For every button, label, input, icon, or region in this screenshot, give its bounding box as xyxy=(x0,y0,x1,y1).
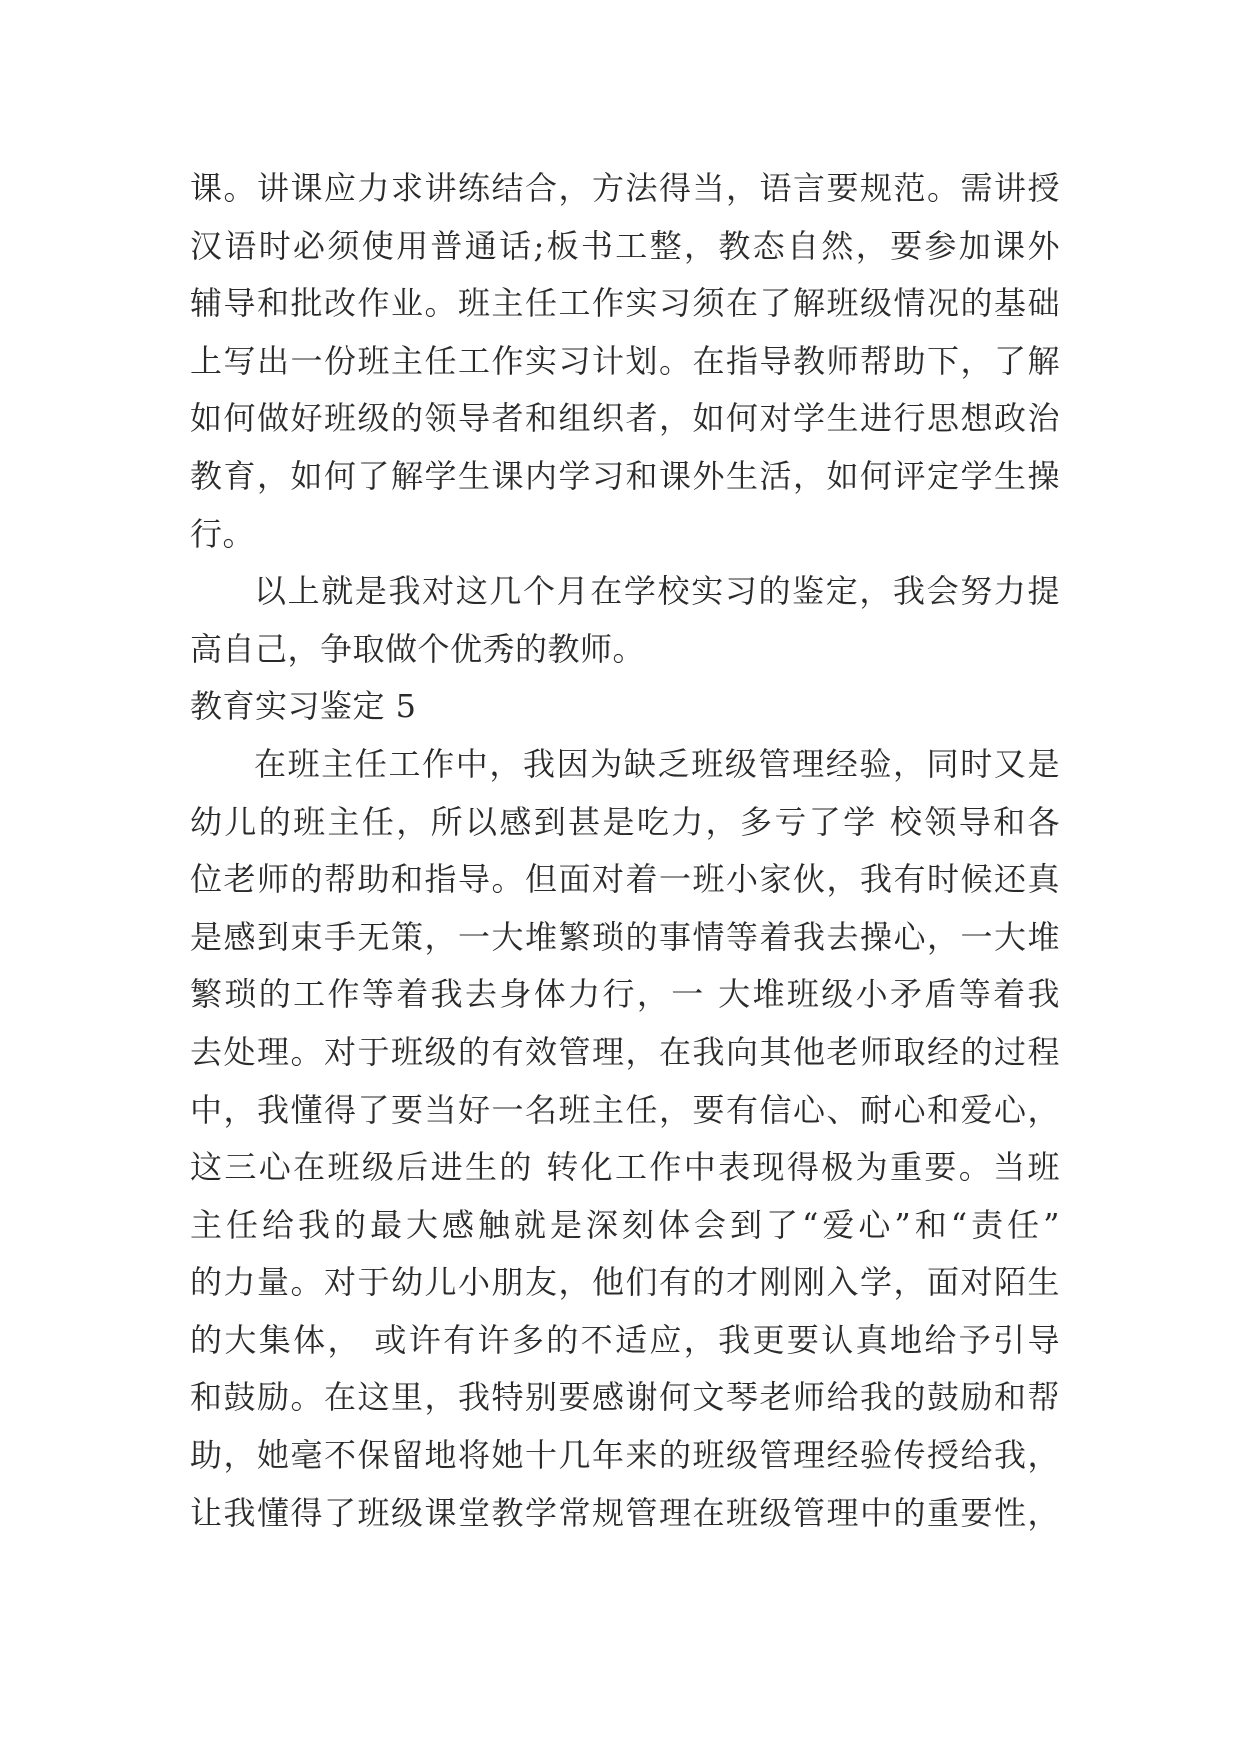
text-line: 行。 xyxy=(190,514,256,553)
text-line: 助，她毫不保留地将她十几年来的班级管理经验传授给我， xyxy=(190,1436,1060,1475)
text-line: 是感到束手无策，一大堆繁琐的事情等着我去操心，一大堆 xyxy=(190,917,1060,956)
document-body xyxy=(190,160,1060,1542)
text-line: 汉语时必须使用普通话;板书工整，教态自然，要参加课外 xyxy=(190,226,1060,265)
text-line: 的大集体， 或许有许多的不适应，我更要认真地给予引导 xyxy=(190,1320,1060,1359)
text-line: 和鼓励。在这里，我特别要感谢何文琴老师给我的鼓励和帮 xyxy=(190,1378,1060,1417)
text-line: 去处理。对于班级的有效管理，在我向其他老师取经的过程 xyxy=(190,1032,1060,1071)
text-line: 课。讲课应力求讲练结合，方法得当，语言要规范。需讲授 xyxy=(190,169,1060,207)
text-line: 以上就是我对这几个月在学校实习的鉴定，我会努力提 xyxy=(254,572,1060,611)
text-line: 的力量。对于幼儿小朋友，他们有的才刚刚入学，面对陌生 xyxy=(190,1263,1060,1302)
text-line: 幼儿的班主任，所以感到甚是吃力，多亏了学 校领导和各 xyxy=(190,802,1060,841)
text-line: 在班主任工作中，我因为缺乏班级管理经验，同时又是 xyxy=(254,744,1060,783)
text-line: 主任给我的最大感触就是深刻体会到了“爱心”和“责任” xyxy=(190,1205,1060,1244)
text-line: 高自己，争取做个优秀的教师。 xyxy=(190,629,646,668)
text-line: 繁琐的工作等着我去身体力行，一 大堆班级小矛盾等着我 xyxy=(190,975,1060,1014)
text-line: 如何做好班级的领导者和组织者，如何对学生进行思想政治 xyxy=(190,399,1060,438)
text-line: 上写出一份班主任工作实习计划。在指导教师帮助下，了解 xyxy=(190,341,1060,380)
text-line: 中，我懂得了要当好一名班主任，要有信心、耐心和爱心， xyxy=(190,1090,1060,1129)
text-line: 辅导和批改作业。班主任工作实习须在了解班级情况的基础 xyxy=(190,284,1060,323)
section-heading: 教育实习鉴定 5 xyxy=(190,687,417,726)
text-line: 让我懂得了班级课堂教学常规管理在班级管理中的重要性， xyxy=(190,1493,1060,1532)
text-line: 位老师的帮助和指导。但面对着一班小家伙，我有时候还真 xyxy=(190,860,1060,899)
text-line: 这三心在班级后进生的 转化工作中表现得极为重要。当班 xyxy=(190,1148,1060,1187)
text-line: 教育，如何了解学生课内学习和课外生活，如何评定学生操 xyxy=(190,456,1060,495)
